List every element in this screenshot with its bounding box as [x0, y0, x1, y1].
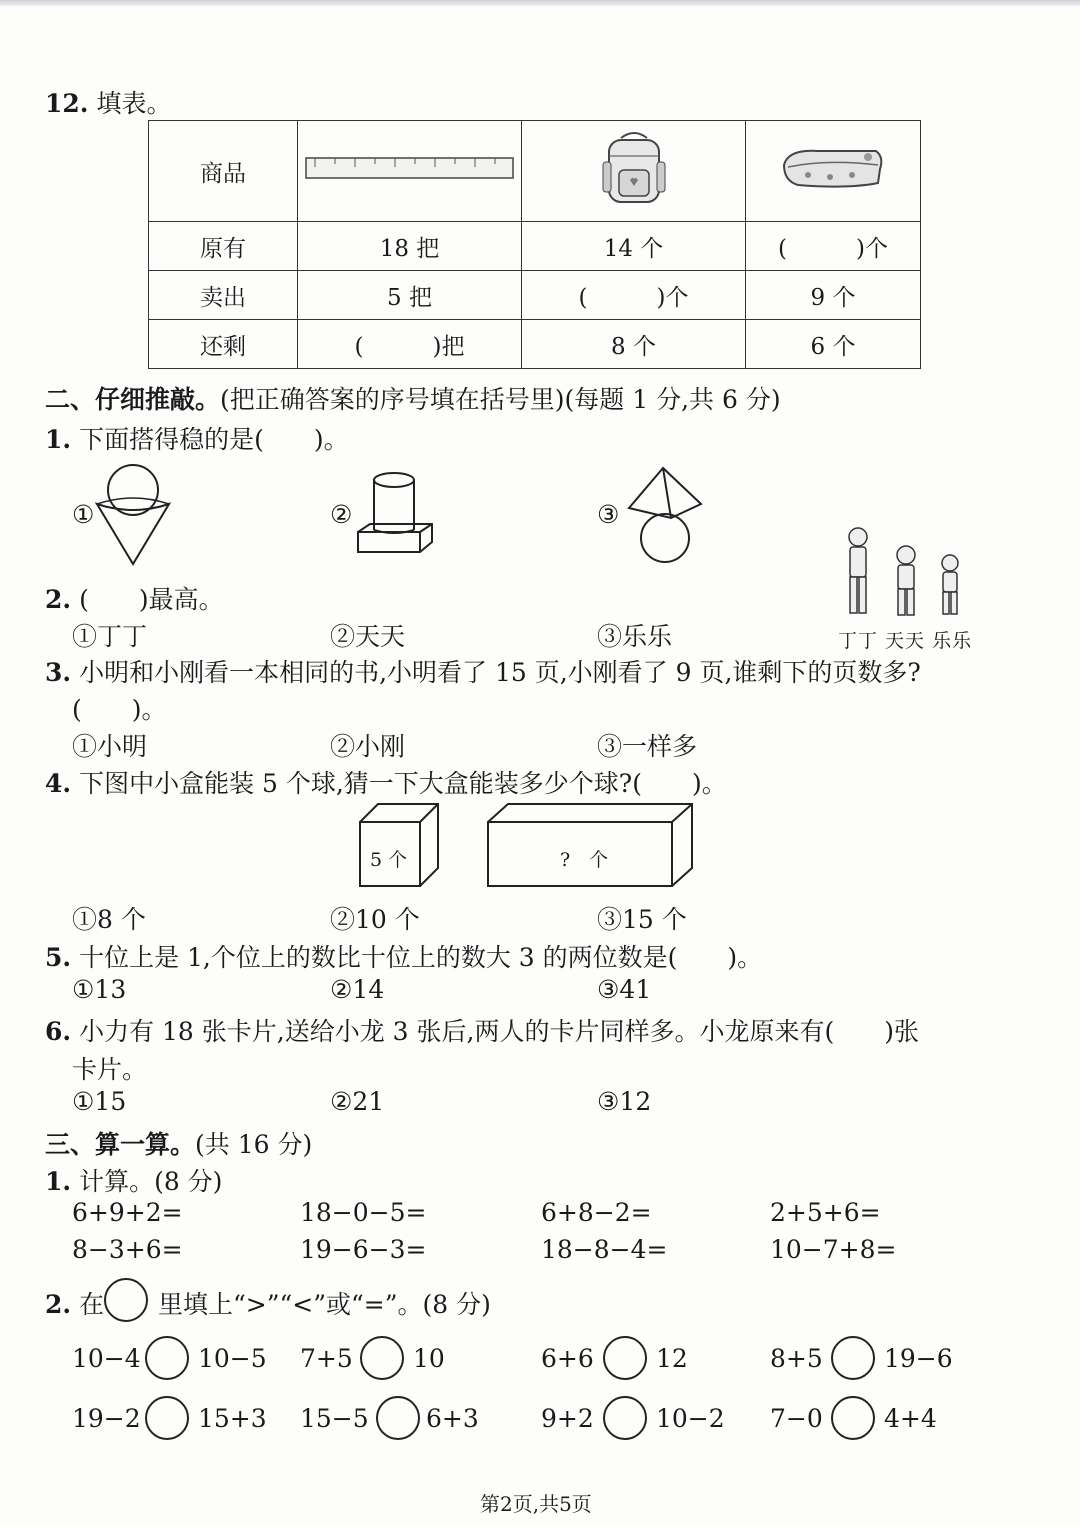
- compare-left: 7+5: [300, 1344, 353, 1373]
- calc-expression[interactable]: 10−7+8=: [770, 1235, 897, 1264]
- section-3-heading: [45, 1125, 312, 1161]
- option-1[interactable]: ①丁丁: [72, 622, 148, 651]
- option-1[interactable]: ①8 个: [72, 905, 146, 934]
- s3-question-2: [45, 1285, 104, 1321]
- table-row: [149, 271, 921, 320]
- table-header-row: [149, 121, 921, 222]
- three-children-illustration: [838, 525, 968, 625]
- table-cell: 8 个: [522, 320, 746, 369]
- table-cell: 14 个: [522, 222, 746, 271]
- question-text: 小明和小刚看一本相同的书,小明看了 15 页,小刚看了 9 页,谁剩下的页数多?: [79, 658, 921, 687]
- pyramid-on-sphere-icon: [625, 464, 705, 564]
- pencil-case-icon: [778, 143, 888, 193]
- compare-right: 4+4: [884, 1404, 937, 1433]
- option-3-label[interactable]: ③: [597, 500, 620, 529]
- compare-circle[interactable]: [831, 1396, 875, 1440]
- calc-expression[interactable]: 8−3+6=: [72, 1235, 183, 1264]
- question-text: 小力有 18 张卡片,送给小龙 3 张后,两人的卡片同样多。小龙原来有( )张: [79, 1017, 919, 1046]
- question-12: [45, 84, 171, 120]
- scan-top-edge: [0, 0, 1080, 6]
- question-text: 计算。(8 分): [79, 1167, 223, 1196]
- option-2[interactable]: ②小刚: [330, 732, 406, 761]
- option-1[interactable]: ①13: [72, 975, 127, 1004]
- boxes-illustration: [358, 802, 694, 888]
- s2-question-5: [45, 938, 762, 974]
- compare-circle[interactable]: [145, 1336, 189, 1380]
- option-1-label[interactable]: ①: [72, 500, 95, 529]
- option-2[interactable]: ②天天: [330, 622, 406, 651]
- table-cell: 18 把: [298, 222, 522, 271]
- question-text-continued: 卡片。: [72, 1055, 148, 1084]
- sphere-on-cone-icon: [95, 462, 175, 566]
- option-1[interactable]: ①15: [72, 1087, 127, 1116]
- compare-left: 7−0: [770, 1404, 823, 1433]
- compare-circle[interactable]: [603, 1396, 647, 1440]
- small-box-label: 5 个: [370, 849, 408, 871]
- question-text: 下面搭得稳的是( )。: [79, 425, 349, 454]
- s2-question-3: [45, 653, 921, 689]
- compare-circle[interactable]: [831, 1336, 875, 1380]
- answer-blank-cell[interactable]: ( )个: [522, 271, 746, 320]
- fill-table: [148, 120, 921, 369]
- question-text: 十位上是 1,个位上的数比十位上的数大 3 的两位数是( )。: [79, 943, 763, 972]
- option-3[interactable]: ③41: [597, 975, 652, 1004]
- compare-circle-sample: [104, 1278, 148, 1322]
- calc-expression[interactable]: 19−6−3=: [300, 1235, 427, 1264]
- s2-question-2: [45, 580, 224, 616]
- question-number: 12.: [45, 89, 89, 118]
- calc-expression[interactable]: 18−0−5=: [300, 1198, 427, 1227]
- calc-expression[interactable]: 6+8−2=: [541, 1198, 652, 1227]
- option-2-label[interactable]: ②: [330, 500, 353, 529]
- section-note: (共 16 分): [195, 1130, 313, 1159]
- question-number: 4.: [45, 769, 72, 798]
- question-text: 填表。: [96, 89, 172, 118]
- s3-question-1: [45, 1162, 222, 1198]
- cylinder-on-block-icon: [355, 470, 435, 556]
- compare-right: 15+3: [198, 1404, 267, 1433]
- compare-right: 12: [656, 1344, 688, 1373]
- question-text: 在: [79, 1290, 105, 1319]
- option-1[interactable]: ①小明: [72, 732, 148, 761]
- calc-expression[interactable]: 2+5+6=: [770, 1198, 881, 1227]
- table-row: [149, 222, 921, 271]
- question-text: 里填上“>”“<”或“=”。(8 分): [158, 1290, 491, 1319]
- section-2-heading: [45, 380, 781, 416]
- page-number: 第2页,共5页: [480, 1492, 592, 1516]
- section-note: (把正确答案的序号填在括号里)(每题 1 分,共 6 分): [220, 385, 781, 414]
- compare-circle[interactable]: [603, 1336, 647, 1380]
- s2-question-4: [45, 764, 727, 800]
- question-number: 2.: [45, 1290, 72, 1319]
- compare-circle[interactable]: [360, 1336, 404, 1380]
- compare-left: 8+5: [770, 1344, 823, 1373]
- compare-left: 15−5: [300, 1404, 369, 1433]
- option-2[interactable]: ②21: [330, 1087, 385, 1116]
- ruler-cell: [298, 121, 522, 222]
- calc-expression[interactable]: 6+9+2=: [72, 1198, 183, 1227]
- option-3[interactable]: ③一样多: [597, 732, 698, 761]
- compare-left: 10−4: [72, 1344, 141, 1373]
- question-number: 5.: [45, 943, 72, 972]
- compare-right: 10−2: [656, 1404, 725, 1433]
- section-title: 三、算一算。: [45, 1130, 196, 1159]
- answer-blank-cell[interactable]: ( )个: [746, 222, 921, 271]
- compare-right: 10−5: [198, 1344, 267, 1373]
- question-text: ( )最高。: [79, 585, 224, 614]
- question-number: 3.: [45, 658, 72, 687]
- question-text-continued: ( )。: [72, 695, 167, 724]
- question-text: 下图中小盒能装 5 个球,猜一下大盒能装多少个球?( )。: [79, 769, 727, 798]
- option-3[interactable]: ③15 个: [597, 905, 687, 934]
- section-title: 二、仔细推敲。: [45, 385, 221, 414]
- option-3[interactable]: ③乐乐: [597, 622, 673, 651]
- calc-expression[interactable]: 18−8−4=: [541, 1235, 668, 1264]
- big-box-label: ? 个: [560, 849, 609, 871]
- compare-left: 9+2: [541, 1404, 594, 1433]
- ruler-icon: [305, 155, 515, 181]
- compare-right: 6+3: [426, 1404, 479, 1433]
- table-cell: 9 个: [746, 271, 921, 320]
- answer-blank-cell[interactable]: ( )把: [298, 320, 522, 369]
- table-cell: 6 个: [746, 320, 921, 369]
- s2-question-1: [45, 420, 349, 456]
- table-header-label: 商品: [149, 121, 298, 222]
- backpack-icon: [599, 128, 669, 208]
- question-number: 2.: [45, 585, 72, 614]
- s2-question-6: [45, 1012, 919, 1048]
- compare-left: 19−2: [72, 1404, 141, 1433]
- question-number: 1.: [45, 425, 72, 454]
- compare-right: 19−6: [884, 1344, 953, 1373]
- row-label: 还剩: [149, 320, 298, 369]
- table-cell: 5 把: [298, 271, 522, 320]
- row-label: 原有: [149, 222, 298, 271]
- pencil-case-cell: [746, 121, 921, 222]
- option-2[interactable]: ②14: [330, 975, 385, 1004]
- compare-circle[interactable]: [145, 1396, 189, 1440]
- compare-right: 10: [413, 1344, 445, 1373]
- option-3[interactable]: ③12: [597, 1087, 652, 1116]
- compare-circle[interactable]: [376, 1396, 420, 1440]
- backpack-cell: [522, 121, 746, 222]
- option-2[interactable]: ②10 个: [330, 905, 420, 934]
- compare-left: 6+6: [541, 1344, 594, 1373]
- table-row: [149, 320, 921, 369]
- children-names: 丁丁 天天 乐乐: [838, 630, 973, 652]
- question-number: 1.: [45, 1167, 72, 1196]
- row-label: 卖出: [149, 271, 298, 320]
- question-number: 6.: [45, 1017, 72, 1046]
